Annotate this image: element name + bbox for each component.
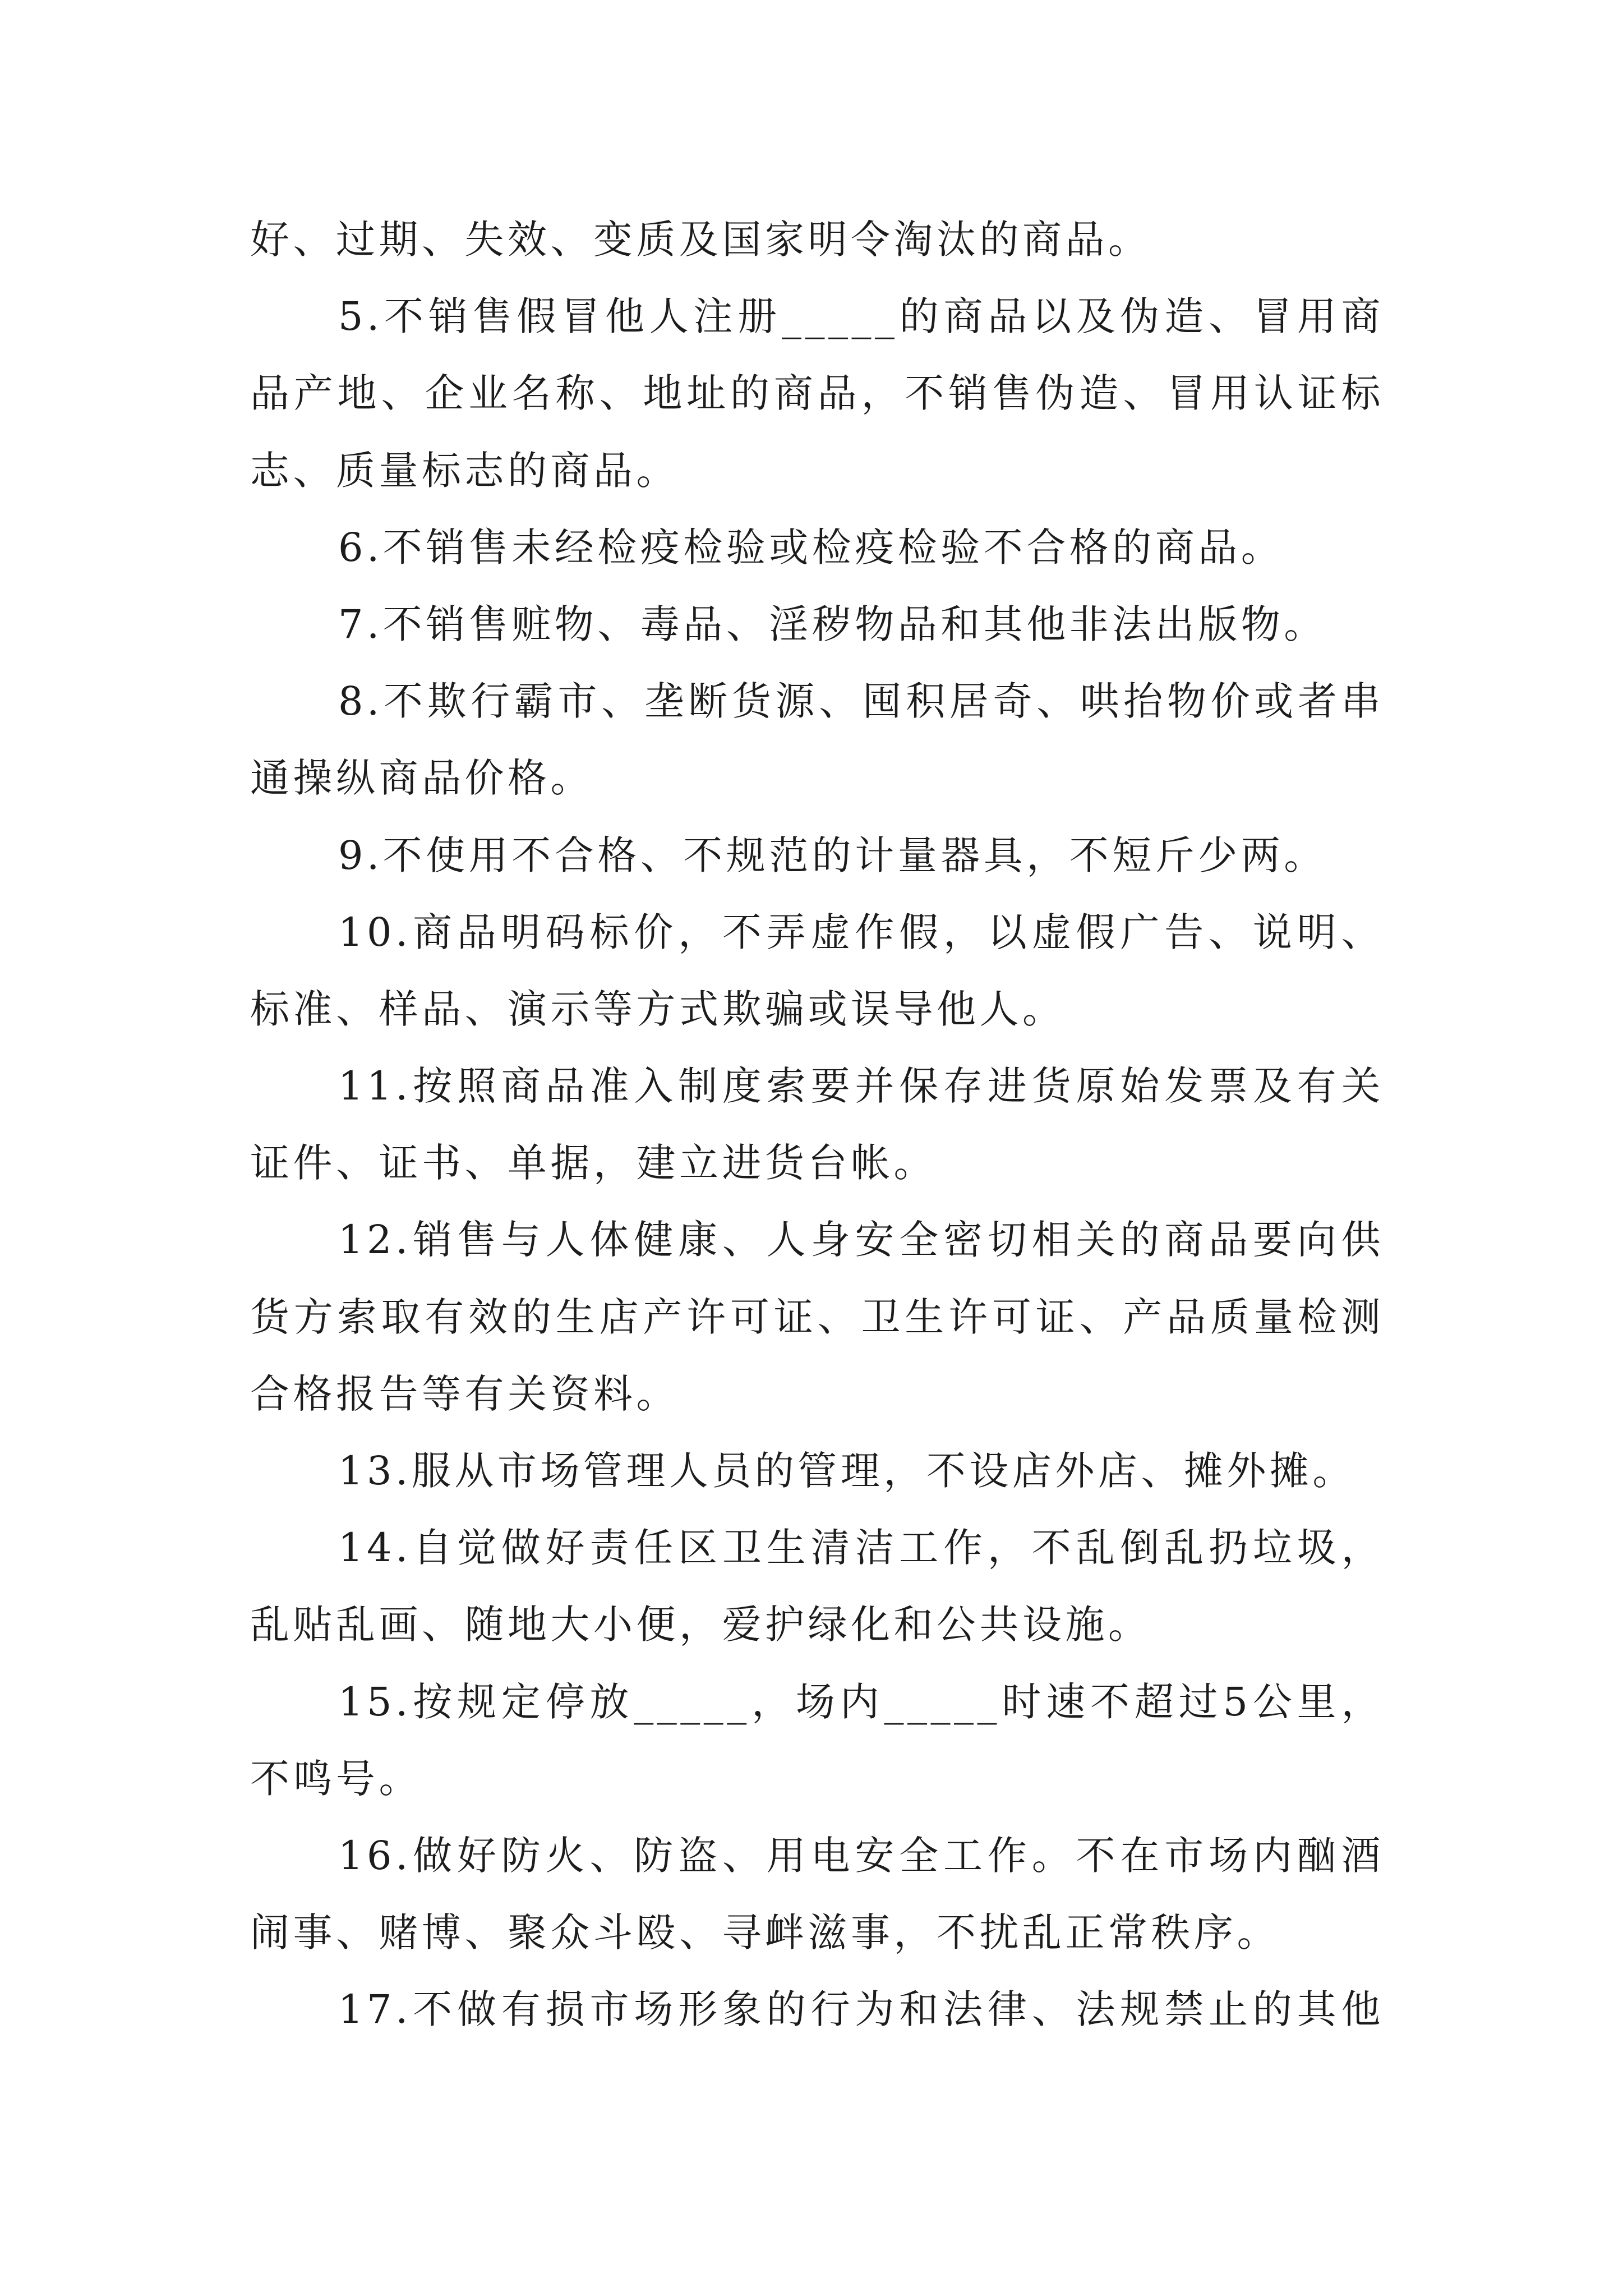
text-line: 9.不使用不合格、不规范的计量器具，不短斤少两。 — [338, 832, 1327, 878]
item-12 — [250, 1202, 1384, 1433]
text-line: 15.按规定停放_____，场内_____时速不超过5公里， — [338, 1678, 1384, 1725]
text-line: 不鸣号。 — [250, 1755, 422, 1802]
text-line: 好、过期、失效、变质及国家明令淘汰的商品。 — [250, 217, 1151, 263]
item-9 — [250, 817, 1384, 894]
item-14 — [250, 1510, 1384, 1663]
text-line: 证件、证书、单据，建立进货台帐。 — [250, 1140, 937, 1186]
text-line: 16.做好防火、防盗、用电安全工作。不在市场内酗酒 — [338, 1832, 1384, 1879]
text-line: 11.按照商品准入制度索要并保存进货原始发票及有关 — [338, 1063, 1384, 1110]
text-line: 志、质量标志的商品。 — [250, 447, 679, 494]
text-line: 6.不销售未经检疫检验或检疫检验不合格的商品。 — [338, 524, 1284, 570]
item-8 — [250, 663, 1384, 817]
text-line: 5.不销售假冒他人注册_____的商品以及伪造、冒用商 — [338, 293, 1384, 340]
item-17 — [250, 1971, 1384, 2048]
text-line: 合格报告等有关资料。 — [250, 1370, 679, 1417]
text-line: 闹事、赌博、聚众斗殴、寻衅滋事，不扰乱正常秩序。 — [250, 1910, 1280, 1956]
item-15 — [250, 1664, 1384, 1818]
item-5 — [250, 278, 1384, 509]
text-line: 通操纵商品价格。 — [250, 755, 593, 802]
paragraph-continued — [250, 201, 1384, 278]
text-line: 7.不销售赃物、毒品、淫秽物品和其他非法出版物。 — [338, 601, 1327, 647]
text-line: 17.不做有损市场形象的行为和法律、法规禁止的其他 — [338, 1986, 1384, 2033]
text-line: 标准、样品、演示等方式欺骗或误导他人。 — [250, 986, 1066, 1032]
item-16 — [250, 1818, 1384, 1971]
item-11 — [250, 1048, 1384, 1202]
text-line: 13.服从市场管理人员的管理，不设店外店、摊外摊。 — [338, 1448, 1355, 1494]
item-13 — [250, 1433, 1384, 1510]
text-line: 10.商品明码标价，不弄虚作假，以虚假广告、说明、 — [338, 909, 1384, 955]
text-line: 8.不欺行霸市、垄断货源、囤积居奇、哄抬物价或者串 — [338, 678, 1384, 725]
text-line: 品产地、企业名称、地址的商品，不销售伪造、冒用认证标 — [250, 370, 1384, 417]
document-body — [250, 201, 1384, 2049]
item-7 — [250, 586, 1384, 663]
item-6 — [250, 509, 1384, 586]
text-line: 乱贴乱画、随地大小便，爱护绿化和公共设施。 — [250, 1602, 1151, 1648]
text-line: 货方索取有效的生店产许可证、卫生许可证、产品质量检测 — [250, 1294, 1384, 1340]
text-line: 14.自觉做好责任区卫生清洁工作，不乱倒乱扔垃圾， — [338, 1525, 1384, 1571]
item-10 — [250, 894, 1384, 1048]
text-line: 12.销售与人体健康、人身安全密切相关的商品要向供 — [338, 1217, 1384, 1263]
